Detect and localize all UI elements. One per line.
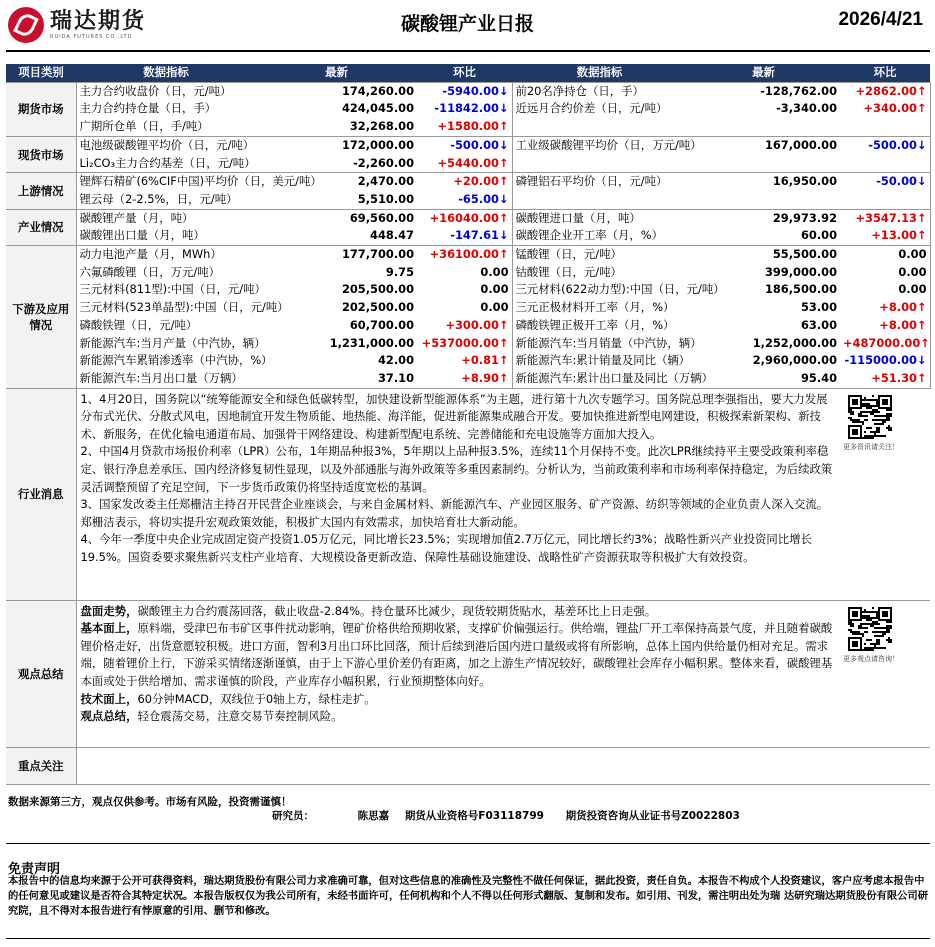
table-row bbox=[6, 118, 930, 136]
latest-value: 167,000.00 bbox=[687, 136, 840, 154]
column-header: 项目类别 bbox=[6, 64, 76, 82]
change-value: -500.00↓ bbox=[840, 136, 930, 154]
change-value: +2862.00↑ bbox=[840, 82, 930, 100]
latest-value: 55,500.00 bbox=[687, 246, 840, 264]
company-name-en: RUIDA FUTURES CO.,LTD. bbox=[50, 34, 136, 40]
category-label: 观点总结 bbox=[6, 600, 76, 747]
latest-value: 37.10 bbox=[377, 370, 414, 385]
table-row bbox=[6, 317, 930, 335]
change-value: +8.00↑ bbox=[840, 299, 930, 317]
viewpoint-item: 技术面上，60分钟MACD，双线位于0轴上方，绿柱走扩。 bbox=[80, 691, 376, 706]
indicator-name: 工业级碳酸锂平均价（日，万元/吨） bbox=[512, 136, 687, 154]
indicator-name: 三元材料(811型):中国（日，元/吨） bbox=[79, 282, 266, 297]
indicator-name: 三元材料(622动力型):中国（日，元/吨） bbox=[515, 282, 725, 297]
latest-value bbox=[687, 191, 840, 209]
news-item: 3、国家发改委主任郑栅洁主持召开民营企业座谈会，与来自金属材料、新能源汽车、产业园区服务、矿产资源、纺织等领域的企业负责人深入交流。郑栅洁表示，将切实提升宏观政策效能，积极扩大国内有效需求，加快培育壮大新动能。 bbox=[80, 497, 829, 529]
latest-value: 399,000.00 bbox=[764, 264, 837, 279]
change-value: +20.00↑ bbox=[417, 173, 512, 191]
latest-value: 16,950.00 bbox=[687, 173, 840, 191]
change-value: +51.30↑ bbox=[840, 370, 930, 388]
header-divider bbox=[6, 50, 930, 52]
column-header: 数据指标 bbox=[76, 64, 256, 82]
latest-value: 9.75 bbox=[385, 264, 414, 279]
indicator-name: 碳酸锂进口量（月，吨） bbox=[512, 209, 687, 227]
change-value: 0.00 bbox=[417, 299, 512, 317]
latest-value: 186,500.00 bbox=[764, 282, 837, 297]
change-value bbox=[840, 118, 930, 136]
category-label: 产业情况 bbox=[6, 209, 76, 245]
indicator-name bbox=[512, 191, 687, 209]
change-value: 0.00 bbox=[417, 264, 512, 282]
latest-value: 63.00 bbox=[800, 317, 837, 332]
latest-value: -2,260.00 bbox=[353, 155, 414, 170]
category-label: 重点关注 bbox=[6, 747, 76, 784]
change-value: -115000.00↓ bbox=[840, 352, 930, 370]
change-value bbox=[840, 191, 930, 209]
indicator-name: 主力合约持仓量（日，手） bbox=[79, 101, 217, 116]
table-row bbox=[6, 335, 930, 353]
change-value: -11842.00↓ bbox=[417, 100, 512, 118]
indicator-name: 碳酸锂出口量（月，吨） bbox=[79, 228, 205, 243]
qualification-number: 期货从业资格号F03118799 bbox=[404, 810, 544, 822]
change-value: +537000.00↑ bbox=[417, 335, 512, 353]
indicator-name: 磷酸铁锂正极开工率（月，%） bbox=[515, 317, 675, 332]
consulting-cert-number: 期货投资咨询从业证书号Z0022803 bbox=[565, 810, 740, 822]
indicator-name: 锂辉石精矿(6%CIF中国)平均价（日，美元/吨） bbox=[76, 173, 256, 191]
indicator-name: 碳酸锂企业开工率（月，%） bbox=[515, 228, 664, 243]
latest-value: 424,045.00 bbox=[341, 101, 414, 116]
qr-cell bbox=[840, 600, 930, 747]
latest-value: 60.00 bbox=[800, 228, 837, 243]
category-label: 上游情况 bbox=[6, 173, 76, 209]
risk-notice: 数据来源第三方，观点仅供参考。市场有风险，投资需谨慎！ bbox=[8, 796, 292, 808]
viewpoint-summary bbox=[76, 600, 840, 747]
indicator-name: 磷酸铁锂（日，元/吨） bbox=[79, 317, 198, 332]
change-value bbox=[840, 155, 930, 173]
change-value: -65.00↓ bbox=[417, 191, 512, 209]
indicator-name: 动力电池产量（月，MWh） bbox=[76, 246, 256, 264]
table-row bbox=[6, 281, 930, 299]
researcher-label: 研究员： bbox=[272, 810, 314, 822]
category-label: 下游及应用情况 bbox=[6, 246, 76, 389]
column-header: 环比 bbox=[417, 64, 512, 82]
disclaimer-title: 免责声明 bbox=[8, 862, 61, 877]
latest-value: 1,252,000.00 bbox=[752, 335, 837, 350]
indicator-name: 新能源汽车:当月出口量（万辆） bbox=[79, 370, 243, 385]
table-row bbox=[6, 246, 930, 264]
indicator-name: 新能源汽车:当月产量（中汽协，辆） bbox=[79, 335, 266, 350]
table-row bbox=[6, 136, 930, 154]
indicator-name: 碳酸锂产量（月，吨） bbox=[76, 209, 256, 227]
latest-value: 69,560.00 bbox=[256, 209, 417, 227]
table-row bbox=[6, 264, 930, 282]
latest-value bbox=[687, 118, 840, 136]
latest-value bbox=[687, 155, 840, 173]
latest-value: -128,762.00 bbox=[687, 82, 840, 100]
report-date: 2026/4/21 bbox=[838, 9, 923, 30]
indicator-name: 磷锂铝石平均价（日，元/吨） bbox=[512, 173, 687, 191]
change-value: +1580.00↑ bbox=[417, 118, 512, 136]
indicator-name: 电池级碳酸锂平均价（日，元/吨） bbox=[76, 136, 256, 154]
change-value: -147.61↓ bbox=[417, 227, 512, 245]
change-value: +13.00↑ bbox=[840, 227, 930, 245]
column-header: 数据指标 bbox=[512, 64, 687, 82]
news-item: 4、今年一季度中央企业完成固定资产投资1.05万亿元，同比增长23.5%；实现增加值2.7万亿元，同比增长约3%；战略性新兴产业投资同比增长19.5%。国资委要求聚焦新兴支柱产业培育、大规模设备更新改造、保障性基础设施建设、战略性矿产资源获取等积极扩大有效投资。 bbox=[80, 532, 812, 564]
researcher-info bbox=[272, 808, 740, 823]
change-value: +300.00↑ bbox=[417, 317, 512, 335]
latest-value: 2,960,000.00 bbox=[752, 353, 837, 368]
bottom-divider bbox=[6, 938, 930, 939]
qr-code-icon bbox=[848, 607, 892, 651]
table-row bbox=[6, 82, 930, 100]
indicator-name: 钴酸锂（日，元/吨） bbox=[515, 264, 622, 279]
indicator-name: 新能源汽车:累计销量及同比（辆） bbox=[515, 353, 691, 368]
qr-code-icon bbox=[848, 395, 892, 439]
change-value: 0.00 bbox=[840, 246, 930, 264]
qr-cell bbox=[840, 388, 930, 600]
change-value: 0.00 bbox=[840, 281, 930, 299]
change-value: +8.90↑ bbox=[417, 370, 512, 388]
viewpoint-item: 观点总结，轻仓震荡交易，注意交易节奏控制风险。 bbox=[80, 709, 343, 724]
report-title: 碳酸锂产业日报 bbox=[400, 13, 534, 35]
change-value: +0.81↑ bbox=[417, 352, 512, 370]
change-value: +487000.00↑ bbox=[840, 335, 930, 353]
researcher-name: 陈思嘉 bbox=[357, 810, 390, 822]
table-row bbox=[6, 299, 930, 317]
disclaimer-text: 本报告中的信息均来源于公开可获得资料，瑞达期货股份有限公司力求准确可靠，但对这些信息的准确性及完整性不做任何保证，据此投资，责任自负。本报告不构成个人投资建议，客户应考虑本报告中的任何意见或建议是否符合其特定状况。本报告版权仅为我公司所有，未经书面许可，任何机构和个人不得以任何形式翻版、复制和发布。如引用、刊发，需注明出处为瑞 达研究瑞达期货股份有限公司研究院，且不得对本报告进行有悖原意的引用、删节和修改。 bbox=[8, 875, 929, 917]
qr-caption: 更多观点请咨询！ bbox=[843, 654, 899, 663]
indicator-name: 新能源汽车:累计出口量及同比（万辆） bbox=[515, 370, 713, 385]
table-row bbox=[6, 155, 930, 173]
viewpoint-item: 基本面上，原料端，受津巴布韦矿区事件扰动影响，锂矿价格供给预期收紧，支撑矿价偏强运行。供给端，锂盐厂开工率保持高景气度，并且随着碳酸锂价格走好，出货意愿较积极。进口方面，智利3月出口环比回落，预计后续到港后国内进口量级或将有所影响，总体上国内供给量仍相对充足。需求端，随着锂价上行，下游采买情绪逐渐谨慎，由于上下游心里价差仍有距离，加之上游生产情况较好，碳酸锂社会库存小幅积累。整体来看，碳酸锂基本面或处于供给增加、需求谨慎的阶段，产业库存小幅积累，行业预期整体向好。 bbox=[80, 621, 833, 689]
indicator-name: 广期所仓单（日，手/吨） bbox=[79, 119, 209, 134]
column-header: 环比 bbox=[840, 64, 930, 82]
footer-divider bbox=[6, 843, 930, 844]
category-label: 现货市场 bbox=[6, 136, 76, 172]
latest-value: 42.00 bbox=[377, 353, 414, 368]
report-header bbox=[0, 0, 935, 50]
latest-value: 202,500.00 bbox=[341, 300, 414, 315]
news-item: 2、中国4月贷款市场报价利率（LPR）公布，1年期品种报3%，5年期以上品种报3.5%，连续11个月保持不变。此次LPR继续持平主要受政策利率稳定、银行净息差承压、国内经济修复韧性显现，以及外部通胀与海外政策等多重因素制约。分析认为，当前政策利率和市场利率保持稳定，为后续政策灵活调整预留了充足空间，下一步货币政策仍将坚持适度宽松的基调。 bbox=[80, 444, 833, 494]
latest-value: 174,260.00 bbox=[256, 82, 417, 100]
indicator-name: 新能源汽车:当月销量（中汽协，辆） bbox=[515, 335, 702, 350]
indicator-name: 近远月合约价差（日，元/吨） bbox=[515, 101, 668, 116]
qr-caption: 更多资讯请关注！ bbox=[843, 442, 899, 451]
change-value: +340.00↑ bbox=[840, 100, 930, 118]
table-row bbox=[6, 209, 930, 227]
indicator-name bbox=[512, 155, 687, 173]
table-row bbox=[6, 100, 930, 118]
change-value: 0.00 bbox=[417, 281, 512, 299]
change-value: +36100.00↑ bbox=[417, 246, 512, 264]
category-label: 期货市场 bbox=[6, 82, 76, 136]
change-value: -5940.00↓ bbox=[417, 82, 512, 100]
latest-value: 95.40 bbox=[800, 370, 837, 385]
latest-value: 448.47 bbox=[370, 228, 414, 243]
latest-value: 29,973.92 bbox=[687, 209, 840, 227]
latest-value: -3,340.00 bbox=[776, 101, 837, 116]
table-row bbox=[6, 191, 930, 209]
focus-content bbox=[76, 747, 930, 784]
indicator-name: 六氟磷酸锂（日，万元/吨） bbox=[79, 264, 221, 279]
latest-value: 2,470.00 bbox=[256, 173, 417, 191]
change-value: -50.00↓ bbox=[840, 173, 930, 191]
indicator-name: 新能源汽车累销渗透率（中汽协，%） bbox=[79, 353, 273, 368]
column-header: 最新 bbox=[256, 64, 417, 82]
change-value: 0.00 bbox=[840, 264, 930, 282]
table-row bbox=[6, 227, 930, 245]
indicator-name: Li₂CO₃主力合约基差（日，元/吨） bbox=[79, 155, 256, 170]
latest-value: 177,700.00 bbox=[256, 246, 417, 264]
category-label: 行业消息 bbox=[6, 388, 76, 600]
indicator-name: 前20名净持仓（日，手） bbox=[512, 82, 687, 100]
latest-value: 5,510.00 bbox=[357, 191, 414, 206]
indicator-name: 三元正极材料开工率（月，%） bbox=[515, 300, 675, 315]
latest-value: 1,231,000.00 bbox=[329, 335, 414, 350]
viewpoint-item: 盘面走势，碳酸锂主力合约震荡回落，截止收盘-2.84%。持仓量环比减少，现货较期货贴水，基差环比上日走强。 bbox=[80, 603, 657, 618]
latest-value: 60,700.00 bbox=[349, 317, 414, 332]
column-header: 最新 bbox=[687, 64, 840, 82]
change-value: -500.00↓ bbox=[417, 136, 512, 154]
indicator-name: 锰酸锂（日，元/吨） bbox=[512, 246, 687, 264]
indicator-name: 主力合约收盘价（日，元/吨） bbox=[76, 82, 256, 100]
latest-value: 53.00 bbox=[800, 300, 837, 315]
news-item: 1、4月20日，国务院以“统筹能源安全和绿色低碳转型，加快建设新型能源体系”为主题，进行第十九次专题学习。国务院总理李强指出，要大力发展分布式光伏、分散式风电，因地制宜开发生物质能、地热能、海洋能，促进新能源集成融合开发。要加快推进新型电网建设，积极探索新架构、新技术、新服务，在优化输电通道布局、加强骨干网络建设、构建新型配电系统、完善储能和充电设施等方面加大投入。 bbox=[80, 391, 828, 441]
indicator-name: 三元材料(523单晶型):中国（日，元/吨） bbox=[79, 300, 289, 315]
company-name-cn: 瑞达期货 bbox=[50, 9, 147, 34]
data-table bbox=[6, 64, 931, 785]
indicator-name: 锂云母（2-2.5%，日，元/吨） bbox=[79, 191, 238, 206]
change-value: +16040.00↑ bbox=[417, 209, 512, 227]
table-row bbox=[6, 173, 930, 191]
latest-value: 32,268.00 bbox=[349, 119, 414, 134]
change-value: +8.00↑ bbox=[840, 317, 930, 335]
latest-value: 172,000.00 bbox=[256, 136, 417, 154]
table-row bbox=[6, 370, 930, 388]
change-value: +5440.00↑ bbox=[417, 155, 512, 173]
table-row bbox=[6, 352, 930, 370]
latest-value: 205,500.00 bbox=[341, 282, 414, 297]
indicator-name bbox=[512, 118, 687, 136]
industry-news bbox=[76, 388, 840, 600]
change-value: +3547.13↑ bbox=[840, 209, 930, 227]
